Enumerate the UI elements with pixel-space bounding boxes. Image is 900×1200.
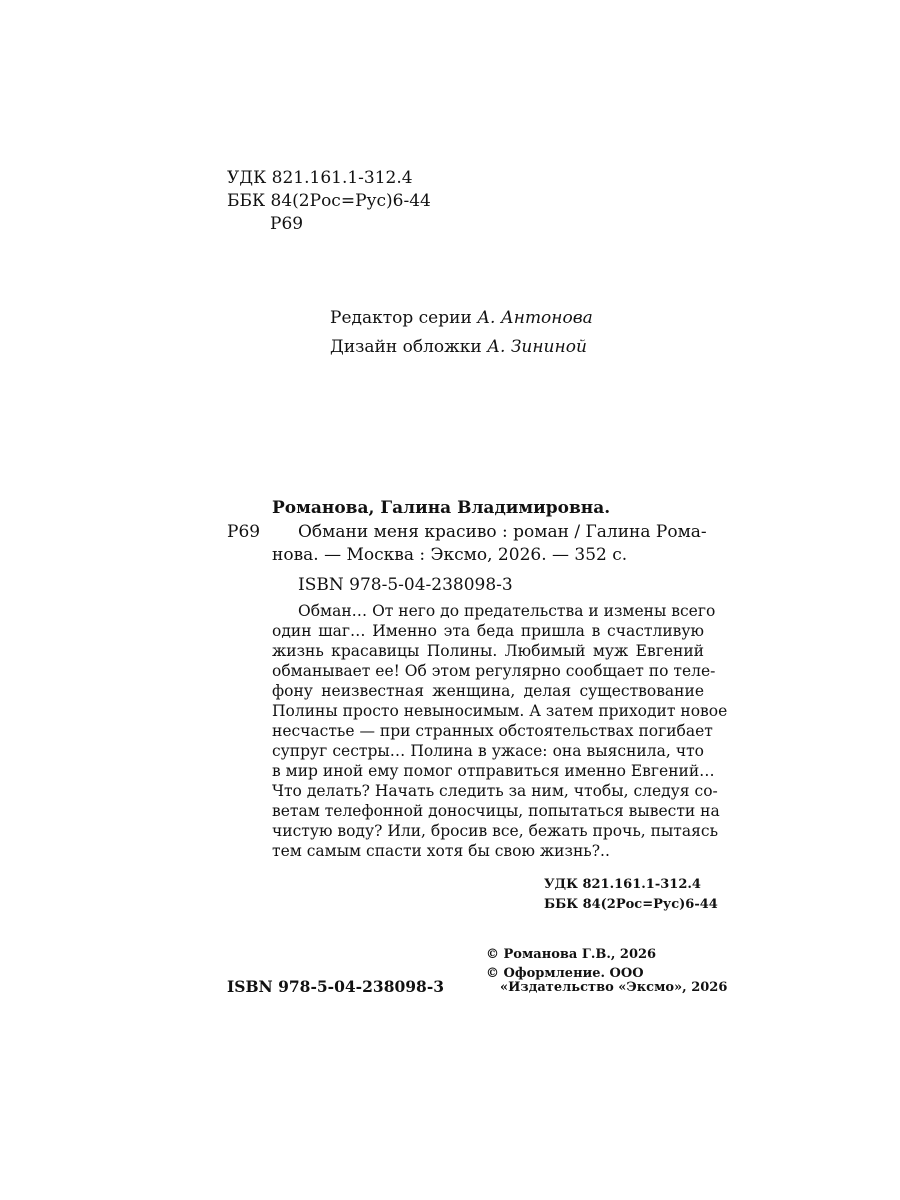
bib-author: Романова, Галина Владимировна. — [272, 498, 611, 518]
annotation-line: обманывает ее! Об этом регулярно сообщает по теле- — [272, 662, 716, 680]
cover-design-prefix: Дизайн обложки — [330, 337, 488, 357]
annotation-line: жизнь красавицы Полины. Любимый муж Евгений — [272, 642, 704, 660]
cover-design-line — [330, 335, 587, 359]
annotation-line: в мир иной ему помог отправиться именно Евгений… — [272, 762, 715, 780]
bib-isbn: ISBN 978-5-04-238098-3 — [298, 575, 513, 595]
copyright-design: © Оформление. ООО — [486, 966, 644, 981]
udk-code-small: УДК 821.161.1-312.4 — [544, 877, 701, 892]
udk-code: УДК 821.161.1-312.4 — [227, 168, 413, 188]
copyright-publisher: «Издательство «Эксмо», 2026 — [500, 980, 728, 995]
cover-design-name: А. Зининой — [487, 337, 587, 357]
bib-title-text-1: Обмани меня красиво : роман / Галина Рома- — [298, 522, 707, 542]
series-editor-line — [330, 306, 593, 330]
bib-title-line-2: нова. — Москва : Эксмо, 2026. — 352 с. — [272, 545, 628, 565]
annotation-line: супруг сестры… Полина в ужасе: она выяснила, что — [272, 742, 704, 760]
annotation-line: чистую воду? Или, бросив все, бежать прочь, пытаясь — [272, 822, 719, 840]
copyright-author: © Романова Г.В., 2026 — [486, 947, 657, 962]
bib-author-mark: Р69 — [227, 522, 261, 542]
bbk-code-small: ББК 84(2Рос=Рус)6-44 — [544, 897, 718, 912]
annotation-line: фону неизвестная женщина, делая существование — [272, 682, 704, 700]
annotation-line: Обман… От него до предательства и измены всего — [298, 602, 716, 620]
bib-title-line-1 — [298, 520, 707, 544]
annotation-line: Полины просто невыносимым. А затем приходит новое — [272, 702, 728, 720]
series-editor-name: А. Антонова — [477, 308, 593, 328]
annotation-paragraph — [272, 601, 728, 861]
footer-isbn: ISBN 978-5-04-238098-3 — [227, 977, 445, 996]
annotation-line: тем самым спасти хотя бы свою жизнь?.. — [272, 842, 610, 860]
annotation-line: ветам телефонной доносчицы, попытаться вывести на — [272, 802, 720, 820]
annotation-line: один шаг… Именно эта беда пришла в счастливую — [272, 622, 704, 640]
bbk-code: ББК 84(2Рос=Рус)6-44 — [227, 191, 431, 211]
series-editor-prefix: Редактор серии — [330, 308, 478, 328]
annotation-line: несчастье — при странных обстоятельствах погибает — [272, 722, 713, 740]
author-mark: Р69 — [270, 214, 304, 234]
annotation-line: Что делать? Начать следить за ним, чтобы, следуя со- — [272, 782, 718, 800]
